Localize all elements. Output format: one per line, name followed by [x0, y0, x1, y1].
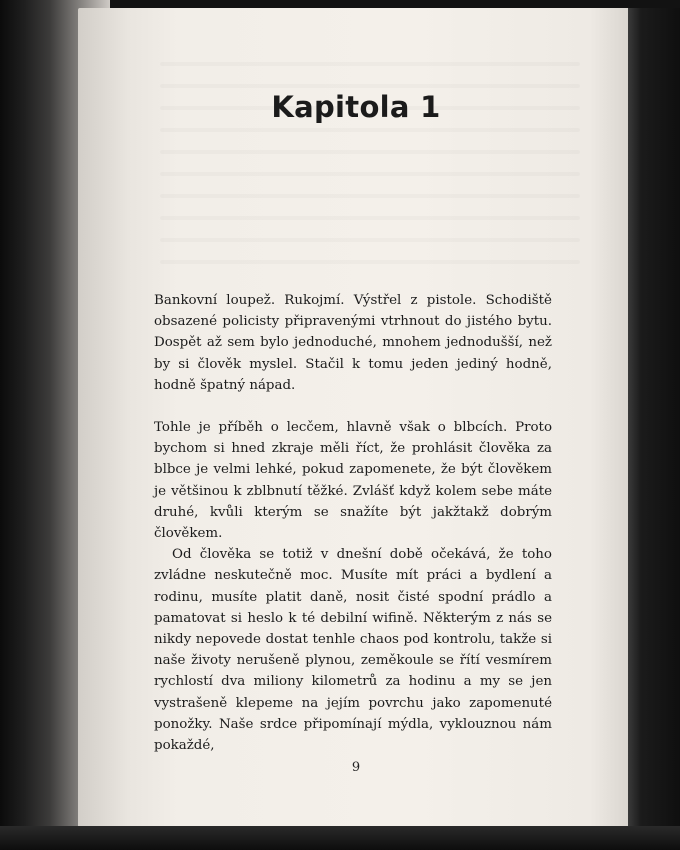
body-text: [154, 290, 552, 756]
paragraph-2: Tohle je příběh o lecčem, hlavně však o blbcích. Proto bychom si hned zkraje měli říct, že prohlásit člověka za blbce je velmi lehké, pokud zapomenete, že být člověkem je většinou k zblbnutí těžké. Zvlášť když kolem sebe máte druhé, kvůli kterým se snažíte být jakžtakž dobrým člověkem.: [154, 420, 552, 542]
right-page-edge-shadow: [628, 8, 680, 830]
paragraph-3: Od člověka se totiž v dnešní době očekává, že toho zvládne neskutečně moc. Musíte mít práci a bydlení a rodinu, musíte platit daně, nosit čisté spodní prádlo a pamatovat si heslo k té debilní wifině. Některým z nás se nikdy nepovede dostat tenhle chaos pod kontrolu, takže si naše životy nerušeně plynou, zeměkoule se řítí vesmírem rychlostí dva miliony kilometrů za hodinu a my se jen vystrašeně klepeme na jejím povrchu jako zapomenuté ponožky. Naše srdce připomínají mýdla, vyklouznou nám pokaždé,: [154, 547, 552, 754]
page-number: 9: [351, 760, 361, 775]
bottom-edge-shadow: [0, 826, 680, 850]
paragraph-1: Bankovní loupež. Rukojmí. Výstřel z pistole. Schodiště obsazené policisty připravenými vtrhnout do jistého bytu. Dospět až sem bylo jednoduché, mnohem jednodušší, než by si člověk myslel. Stačil k tomu jeden jediný hodně, hodně špatný nápad.: [154, 293, 552, 393]
chapter-title: Kapitola 1: [271, 90, 441, 124]
